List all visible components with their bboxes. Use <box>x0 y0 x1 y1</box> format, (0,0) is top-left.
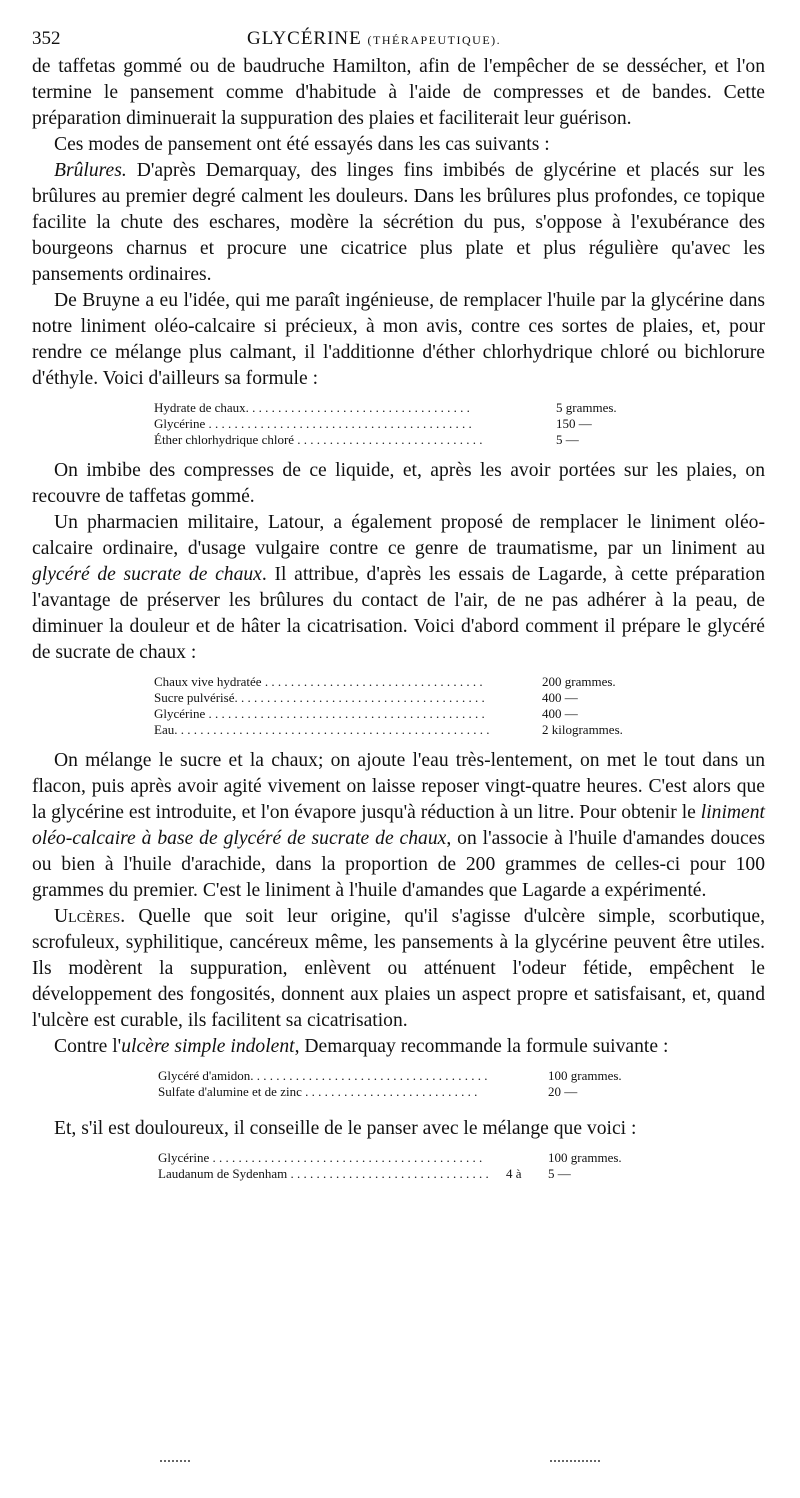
formula-row <box>32 416 765 432</box>
ingredient-quantity: 2 kilogrammes. <box>542 722 623 737</box>
bleed-through-marks <box>160 1460 640 1466</box>
paragraph: Ces modes de pansement ont été essayés dans les cas suivants : <box>54 134 550 155</box>
ingredient-name: Glycérine . . . . . . . . . . . . . . . . . . . . . . . . . . . . . . . . . . . . . . . . . <box>154 416 472 431</box>
paragraph: On imbibe des compresses de ce liquide, et, après les avoir portées sur les plaies, on recouvre de taffetas gommé. <box>32 460 765 507</box>
formula-row <box>32 1150 765 1166</box>
ingredient-name: Chaux vive hydratée . . . . . . . . . . . . . . . . . . . . . . . . . . . . . . . . . . <box>154 674 483 689</box>
paragraph: De Bruyne a eu l'idée, qui me paraît ingénieuse, de remplacer l'huile par la glycérine dans notre liniment oléo-calcaire si précieux, à mon avis, contre ces sortes de plaies, et, pour rendre ce mélange plus calmant, il l'additionne d'éther chlorhydrique chloré ou bichlorure d'éthyle. Voici d'ailleurs sa formule : <box>32 290 765 389</box>
section-lead: Ulcères. <box>54 906 126 927</box>
paragraph: On mélange le sucre et la chaux; on ajoute l'eau très-lentement, on met le tout dans un flacon, puis après avoir agité vivement on laisse reposer vingt-quatre heures. C'est alors que la glycérine est introduite, et l'on évapore jusqu'à réduction à un litre. Pour obtenir le liniment oléo-calcaire à base de glycéré de sucrate de chaux, on l'associe à l'huile d'amandes douces ou bien à l'huile d'arachide, dans la proportion de 200 grammes de celles-ci pour 100 grammes du premier. C'est le liniment à l'huile d'amandes que Lagarde a expérimenté. <box>32 750 765 901</box>
running-title <box>247 28 501 50</box>
formula-table <box>32 1150 765 1182</box>
ingredient-quantity: 200 grammes. <box>542 674 616 689</box>
paragraph: Ulcères. Quelle que soit leur origine, qu'il s'agisse d'ulcère simple, scorbutique, scrofuleux, syphilitique, cancéreux même, les pansements à la glycérine peuvent être utiles. Ils modèrent la suppuration, enlèvent ou atténuent l'odeur fétide, empêchent le développement des fongosités, donnent aux plaies un aspect propre et satisfaisant, et, quand l'ulcère est curable, ils facilitent sa cicatrisation. <box>32 906 765 1031</box>
ingredient-quantity: 20 — <box>548 1084 578 1099</box>
ingredient-name: Sucre pulvérisé. . . . . . . . . . . . . . . . . . . . . . . . . . . . . . . . . . . . . . . <box>154 690 485 705</box>
ingredient-name: Glycérine . . . . . . . . . . . . . . . . . . . . . . . . . . . . . . . . . . . . . . . . . . . <box>154 706 485 721</box>
ingredient-name: Glycéré d'amidon. . . . . . . . . . . . . . . . . . . . . . . . . . . . . . . . . . . . . <box>158 1068 488 1083</box>
formula-row <box>32 1166 765 1182</box>
ingredient-quantity: 150 — <box>556 416 592 431</box>
emphasis: liniment oléo-calcaire à base de glycéré de sucrate de chaux <box>32 802 765 849</box>
formula-table <box>32 1068 765 1100</box>
ingredient-name: Laudanum de Sydenham . . . . . . . . . . . . . . . . . . . . . . . . . . . . . . . <box>158 1166 489 1181</box>
emphasis: glycéré de sucrate de chaux <box>32 564 262 585</box>
ingredient-quantity: 5 — <box>548 1166 571 1181</box>
formula-row <box>32 706 765 722</box>
formula-row <box>32 400 765 416</box>
formula-table <box>32 674 765 738</box>
ingredient-quantity: 5 — <box>556 432 579 447</box>
formula-table <box>32 400 765 448</box>
formula-row <box>32 432 765 448</box>
ingredient-name: Éther chlorhydrique chloré . . . . . . . . . . . . . . . . . . . . . . . . . . . . . <box>154 432 483 447</box>
formula-row <box>32 722 765 738</box>
running-title-main: GLYCÉRINE <box>247 28 368 49</box>
formula-row <box>32 690 765 706</box>
paragraph: Et, s'il est douloureux, il conseille de le panser avec le mélange que voici : <box>54 1118 637 1139</box>
ingredient-name: Hydrate de chaux. . . . . . . . . . . . . . . . . . . . . . . . . . . . . . . . . . . <box>154 400 470 415</box>
ingredient-quantity: 100 grammes. <box>548 1068 622 1083</box>
ingredient-range: 4 à <box>506 1166 522 1181</box>
formula-row <box>32 1068 765 1084</box>
paragraph: Un pharmacien militaire, Latour, a également proposé de remplacer le liniment oléo-calcaire ordinaire, d'usage vulgaire contre ce genre de traumatisme, par un liniment au glycéré de sucrate de chaux. Il attribue, d'après les essais de Lagarde, à cette préparation l'avantage de préserver les brûlures du contact de l'air, de ne pas adhérer à la peau, de diminuer la douleur et de hâter la cicatrisation. Voici d'abord comment il prépare le glycéré de sucrate de chaux : <box>32 512 765 663</box>
ingredient-quantity: 400 — <box>542 706 578 721</box>
scan-mark <box>160 1460 190 1464</box>
emphasis: ulcère simple indolent <box>121 1036 295 1057</box>
paragraph: Brûlures. D'après Demarquay, des linges fins imbibés de glycérine et placés sur les brûlures au premier degré calment les douleurs. Dans les brûlures plus profondes, ce topique facilite la chute des eschares, modère la sécrétion du pus, s'oppose à l'exubérance des bourgeons charnus et procure une cicatrice plus plate et plus régulière qu'avec les pansements ordinaires. <box>32 160 765 285</box>
ingredient-name: Eau. . . . . . . . . . . . . . . . . . . . . . . . . . . . . . . . . . . . . . . . . . . . . . . . . <box>154 722 490 737</box>
ingredient-quantity: 5 grammes. <box>556 400 617 415</box>
section-lead: Brûlures. <box>54 160 127 181</box>
running-header <box>32 26 765 54</box>
ingredient-quantity: 400 — <box>542 690 578 705</box>
page-number: 352 <box>32 28 61 49</box>
running-title-sub: (THÉRAPEUTIQUE). <box>367 33 502 47</box>
paragraph: de taffetas gommé ou de baudruche Hamilton, afin de l'empêcher de se dessécher, et l'on termine le pansement comme d'habitude à l'aide de compresses et de bandes. Cette préparation diminuerait la suppuration des plaies et faciliterait leur guérison. <box>32 56 765 129</box>
scan-mark <box>550 1460 600 1464</box>
paragraph: Contre l'ulcère simple indolent, Demarquay recommande la formule suivante : <box>54 1036 669 1057</box>
ingredient-name: Sulfate d'alumine et de zinc . . . . . . . . . . . . . . . . . . . . . . . . . . . <box>158 1084 478 1099</box>
ingredient-name: Glycérine . . . . . . . . . . . . . . . . . . . . . . . . . . . . . . . . . . . . . . . . . . <box>158 1150 483 1165</box>
formula-row <box>32 674 765 690</box>
formula-row <box>32 1084 765 1100</box>
book-page <box>32 26 765 1192</box>
ingredient-quantity: 100 grammes. <box>548 1150 622 1165</box>
